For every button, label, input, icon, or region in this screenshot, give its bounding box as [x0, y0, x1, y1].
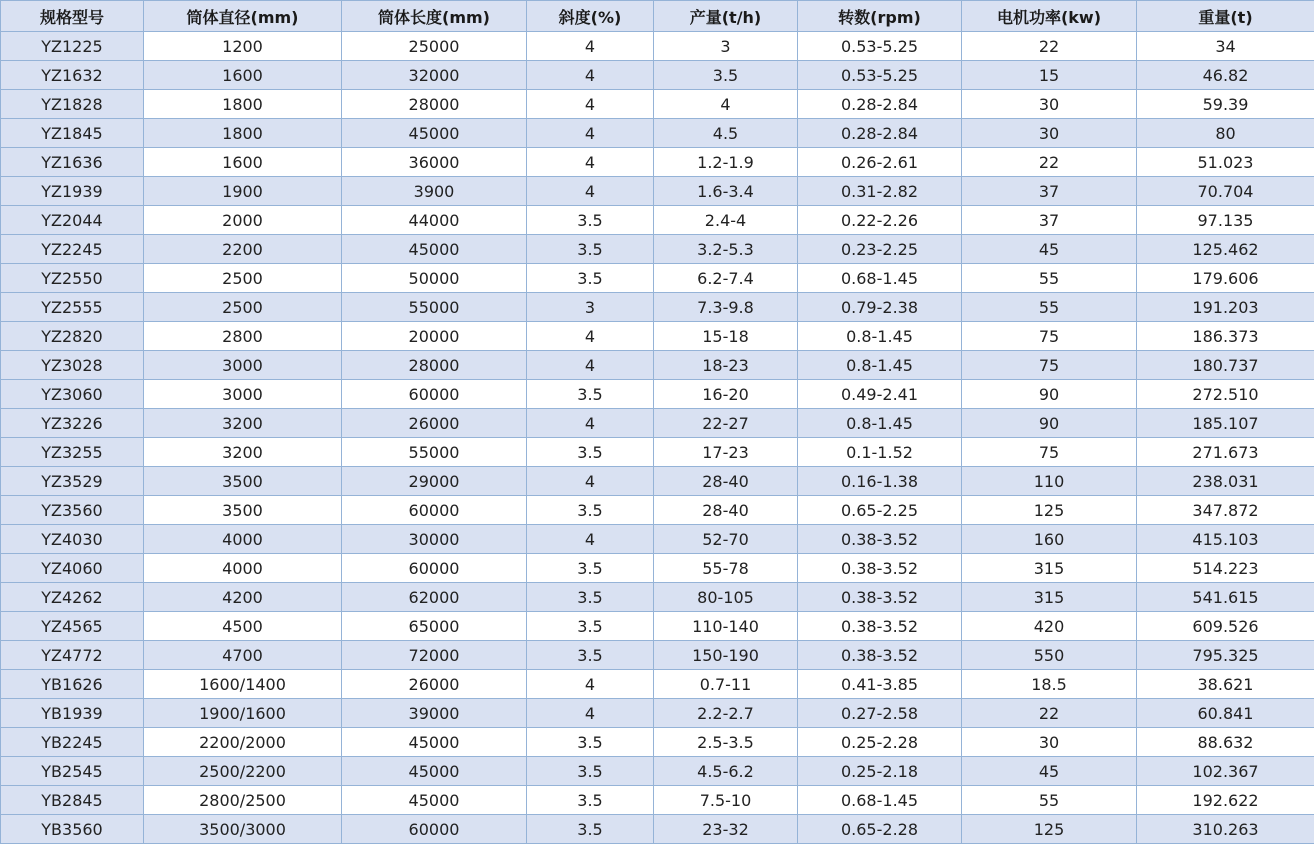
table-row — [1, 119, 1314, 148]
cell-slope: 3.5 — [527, 612, 654, 641]
cell-weight: 180.737 — [1137, 351, 1314, 380]
cell-weight: 60.841 — [1137, 699, 1314, 728]
cell-diameter: 1600 — [144, 148, 342, 177]
cell-motor-power: 30 — [962, 728, 1137, 757]
cell-slope: 3.5 — [527, 438, 654, 467]
header-slope: 斜度(%) — [527, 1, 654, 32]
cell-diameter: 4500 — [144, 612, 342, 641]
cell-diameter: 1600/1400 — [144, 670, 342, 699]
cell-length: 45000 — [342, 786, 527, 815]
cell-slope: 3.5 — [527, 235, 654, 264]
cell-length: 55000 — [342, 438, 527, 467]
header-weight: 重量(t) — [1137, 1, 1314, 32]
cell-speed: 0.53-5.25 — [798, 32, 962, 61]
cell-capacity: 150-190 — [654, 641, 798, 670]
cell-capacity: 3.2-5.3 — [654, 235, 798, 264]
cell-motor-power: 18.5 — [962, 670, 1137, 699]
cell-slope: 3.5 — [527, 757, 654, 786]
cell-motor-power: 160 — [962, 525, 1137, 554]
cell-capacity: 4.5-6.2 — [654, 757, 798, 786]
cell-length: 36000 — [342, 148, 527, 177]
cell-motor-power: 45 — [962, 757, 1137, 786]
cell-weight: 51.023 — [1137, 148, 1314, 177]
table-row — [1, 293, 1314, 322]
cell-motor-power: 315 — [962, 583, 1137, 612]
cell-model: YB1626 — [1, 670, 144, 699]
cell-weight: 185.107 — [1137, 409, 1314, 438]
cell-slope: 3.5 — [527, 496, 654, 525]
cell-slope: 3 — [527, 293, 654, 322]
cell-slope: 3.5 — [527, 583, 654, 612]
cell-weight: 272.510 — [1137, 380, 1314, 409]
table-row — [1, 699, 1314, 728]
cell-motor-power: 90 — [962, 409, 1137, 438]
cell-length: 20000 — [342, 322, 527, 351]
cell-motor-power: 110 — [962, 467, 1137, 496]
table-row — [1, 206, 1314, 235]
cell-speed: 0.38-3.52 — [798, 525, 962, 554]
cell-model: YZ4565 — [1, 612, 144, 641]
cell-slope: 3.5 — [527, 786, 654, 815]
cell-weight: 191.203 — [1137, 293, 1314, 322]
cell-slope: 3.5 — [527, 380, 654, 409]
cell-capacity: 80-105 — [654, 583, 798, 612]
cell-capacity: 4 — [654, 90, 798, 119]
cell-slope: 3.5 — [527, 641, 654, 670]
cell-slope: 3.5 — [527, 554, 654, 583]
cell-capacity: 4.5 — [654, 119, 798, 148]
cell-weight: 514.223 — [1137, 554, 1314, 583]
cell-speed: 0.41-3.85 — [798, 670, 962, 699]
table-row — [1, 496, 1314, 525]
cell-diameter: 3000 — [144, 380, 342, 409]
cell-diameter: 4700 — [144, 641, 342, 670]
cell-model: YZ2820 — [1, 322, 144, 351]
cell-diameter: 3500 — [144, 467, 342, 496]
cell-motor-power: 37 — [962, 177, 1137, 206]
header-capacity: 产量(t/h) — [654, 1, 798, 32]
cell-capacity: 23-32 — [654, 815, 798, 844]
cell-model: YZ4030 — [1, 525, 144, 554]
cell-diameter: 2000 — [144, 206, 342, 235]
cell-model: YB2545 — [1, 757, 144, 786]
cell-weight: 38.621 — [1137, 670, 1314, 699]
cell-weight: 795.325 — [1137, 641, 1314, 670]
cell-capacity: 7.3-9.8 — [654, 293, 798, 322]
header-model: 规格型号 — [1, 1, 144, 32]
table-row — [1, 177, 1314, 206]
cell-diameter: 4000 — [144, 554, 342, 583]
table-row — [1, 786, 1314, 815]
cell-diameter: 1800 — [144, 90, 342, 119]
cell-speed: 0.49-2.41 — [798, 380, 962, 409]
cell-motor-power: 75 — [962, 438, 1137, 467]
cell-length: 39000 — [342, 699, 527, 728]
cell-motor-power: 315 — [962, 554, 1137, 583]
cell-model: YZ1225 — [1, 32, 144, 61]
cell-speed: 0.8-1.45 — [798, 409, 962, 438]
header-diameter: 筒体直径(mm) — [144, 1, 342, 32]
table-body — [1, 32, 1314, 844]
cell-length: 26000 — [342, 670, 527, 699]
cell-diameter: 2500 — [144, 264, 342, 293]
cell-motor-power: 15 — [962, 61, 1137, 90]
cell-model: YB2245 — [1, 728, 144, 757]
cell-slope: 4 — [527, 32, 654, 61]
cell-weight: 59.39 — [1137, 90, 1314, 119]
cell-speed: 0.25-2.18 — [798, 757, 962, 786]
cell-capacity: 2.4-4 — [654, 206, 798, 235]
cell-diameter: 3200 — [144, 438, 342, 467]
table-row — [1, 322, 1314, 351]
cell-speed: 0.65-2.25 — [798, 496, 962, 525]
cell-speed: 0.28-2.84 — [798, 90, 962, 119]
cell-speed: 0.65-2.28 — [798, 815, 962, 844]
cell-capacity: 2.5-3.5 — [654, 728, 798, 757]
cell-speed: 0.25-2.28 — [798, 728, 962, 757]
cell-model: YB1939 — [1, 699, 144, 728]
cell-length: 62000 — [342, 583, 527, 612]
header-length: 筒体长度(mm) — [342, 1, 527, 32]
cell-speed: 0.68-1.45 — [798, 786, 962, 815]
cell-speed: 0.38-3.52 — [798, 554, 962, 583]
cell-capacity: 3.5 — [654, 61, 798, 90]
table-row — [1, 409, 1314, 438]
cell-diameter: 2200/2000 — [144, 728, 342, 757]
cell-slope: 3.5 — [527, 264, 654, 293]
cell-model: YZ2044 — [1, 206, 144, 235]
cell-model: YZ3226 — [1, 409, 144, 438]
cell-diameter: 1900 — [144, 177, 342, 206]
cell-motor-power: 37 — [962, 206, 1137, 235]
cell-model: YZ2555 — [1, 293, 144, 322]
cell-length: 72000 — [342, 641, 527, 670]
cell-model: YZ4262 — [1, 583, 144, 612]
cell-length: 3900 — [342, 177, 527, 206]
cell-slope: 4 — [527, 177, 654, 206]
cell-length: 65000 — [342, 612, 527, 641]
cell-diameter: 3200 — [144, 409, 342, 438]
cell-motor-power: 75 — [962, 351, 1137, 380]
cell-model: YZ1828 — [1, 90, 144, 119]
cell-length: 60000 — [342, 815, 527, 844]
cell-speed: 0.22-2.26 — [798, 206, 962, 235]
cell-motor-power: 45 — [962, 235, 1137, 264]
cell-speed: 0.28-2.84 — [798, 119, 962, 148]
cell-speed: 0.68-1.45 — [798, 264, 962, 293]
cell-speed: 0.31-2.82 — [798, 177, 962, 206]
cell-weight: 310.263 — [1137, 815, 1314, 844]
cell-speed: 0.8-1.45 — [798, 322, 962, 351]
cell-model: YZ3060 — [1, 380, 144, 409]
table-row — [1, 554, 1314, 583]
cell-weight: 192.622 — [1137, 786, 1314, 815]
cell-model: YZ2245 — [1, 235, 144, 264]
cell-length: 29000 — [342, 467, 527, 496]
cell-slope: 4 — [527, 467, 654, 496]
cell-capacity: 52-70 — [654, 525, 798, 554]
cell-capacity: 17-23 — [654, 438, 798, 467]
cell-model: YZ3560 — [1, 496, 144, 525]
cell-slope: 4 — [527, 148, 654, 177]
cell-capacity: 110-140 — [654, 612, 798, 641]
cell-diameter: 3500/3000 — [144, 815, 342, 844]
cell-speed: 0.23-2.25 — [798, 235, 962, 264]
cell-weight: 97.135 — [1137, 206, 1314, 235]
table-row — [1, 728, 1314, 757]
table-row — [1, 148, 1314, 177]
cell-weight: 186.373 — [1137, 322, 1314, 351]
cell-diameter: 2800/2500 — [144, 786, 342, 815]
cell-length: 45000 — [342, 119, 527, 148]
table-header — [1, 1, 1314, 32]
table-row — [1, 641, 1314, 670]
cell-slope: 3.5 — [527, 728, 654, 757]
cell-speed: 0.38-3.52 — [798, 612, 962, 641]
cell-motor-power: 30 — [962, 90, 1137, 119]
cell-length: 45000 — [342, 757, 527, 786]
cell-length: 32000 — [342, 61, 527, 90]
cell-speed: 0.38-3.52 — [798, 641, 962, 670]
cell-speed: 0.16-1.38 — [798, 467, 962, 496]
cell-model: YB3560 — [1, 815, 144, 844]
table-row — [1, 757, 1314, 786]
cell-model: YZ1939 — [1, 177, 144, 206]
cell-model: YZ3255 — [1, 438, 144, 467]
cell-weight: 179.606 — [1137, 264, 1314, 293]
cell-diameter: 4200 — [144, 583, 342, 612]
cell-diameter: 2200 — [144, 235, 342, 264]
cell-model: YZ4772 — [1, 641, 144, 670]
table-row — [1, 815, 1314, 844]
cell-motor-power: 55 — [962, 293, 1137, 322]
cell-model: YZ2550 — [1, 264, 144, 293]
cell-diameter: 1200 — [144, 32, 342, 61]
cell-length: 60000 — [342, 380, 527, 409]
cell-speed: 0.38-3.52 — [798, 583, 962, 612]
cell-capacity: 22-27 — [654, 409, 798, 438]
cell-diameter: 2500/2200 — [144, 757, 342, 786]
table-row — [1, 612, 1314, 641]
cell-model: YB2845 — [1, 786, 144, 815]
cell-motor-power: 420 — [962, 612, 1137, 641]
cell-motor-power: 75 — [962, 322, 1137, 351]
cell-diameter: 2800 — [144, 322, 342, 351]
cell-weight: 125.462 — [1137, 235, 1314, 264]
cell-slope: 4 — [527, 670, 654, 699]
cell-length: 60000 — [342, 496, 527, 525]
cell-diameter: 3000 — [144, 351, 342, 380]
cell-weight: 88.632 — [1137, 728, 1314, 757]
cell-capacity: 18-23 — [654, 351, 798, 380]
cell-capacity: 6.2-7.4 — [654, 264, 798, 293]
header-row — [1, 1, 1314, 32]
cell-length: 44000 — [342, 206, 527, 235]
table-row — [1, 380, 1314, 409]
cell-capacity: 3 — [654, 32, 798, 61]
cell-weight: 415.103 — [1137, 525, 1314, 554]
cell-motor-power: 125 — [962, 815, 1137, 844]
cell-model: YZ1636 — [1, 148, 144, 177]
cell-motor-power: 22 — [962, 148, 1137, 177]
table-row — [1, 32, 1314, 61]
header-motor-power: 电机功率(kw) — [962, 1, 1137, 32]
cell-weight: 46.82 — [1137, 61, 1314, 90]
cell-length: 30000 — [342, 525, 527, 554]
cell-weight: 541.615 — [1137, 583, 1314, 612]
table-row — [1, 438, 1314, 467]
cell-capacity: 28-40 — [654, 467, 798, 496]
cell-slope: 4 — [527, 351, 654, 380]
table-row — [1, 90, 1314, 119]
table-row — [1, 525, 1314, 554]
table-row — [1, 583, 1314, 612]
cell-capacity: 55-78 — [654, 554, 798, 583]
cell-weight: 80 — [1137, 119, 1314, 148]
cell-capacity: 16-20 — [654, 380, 798, 409]
cell-length: 25000 — [342, 32, 527, 61]
cell-model: YZ1845 — [1, 119, 144, 148]
cell-weight: 102.367 — [1137, 757, 1314, 786]
cell-speed: 0.27-2.58 — [798, 699, 962, 728]
cell-capacity: 1.2-1.9 — [654, 148, 798, 177]
cell-length: 45000 — [342, 235, 527, 264]
cell-motor-power: 125 — [962, 496, 1137, 525]
cell-slope: 4 — [527, 525, 654, 554]
cell-slope: 4 — [527, 61, 654, 90]
cell-slope: 4 — [527, 90, 654, 119]
cell-motor-power: 55 — [962, 786, 1137, 815]
cell-model: YZ3529 — [1, 467, 144, 496]
cell-diameter: 3500 — [144, 496, 342, 525]
cell-capacity: 7.5-10 — [654, 786, 798, 815]
cell-slope: 4 — [527, 322, 654, 351]
cell-diameter: 1900/1600 — [144, 699, 342, 728]
cell-speed: 0.8-1.45 — [798, 351, 962, 380]
cell-speed: 0.53-5.25 — [798, 61, 962, 90]
table-row — [1, 670, 1314, 699]
table-row — [1, 467, 1314, 496]
table-row — [1, 264, 1314, 293]
cell-length: 45000 — [342, 728, 527, 757]
cell-slope: 4 — [527, 409, 654, 438]
cell-model: YZ4060 — [1, 554, 144, 583]
cell-diameter: 1800 — [144, 119, 342, 148]
cell-model: YZ3028 — [1, 351, 144, 380]
cell-weight: 609.526 — [1137, 612, 1314, 641]
cell-weight: 238.031 — [1137, 467, 1314, 496]
cell-length: 26000 — [342, 409, 527, 438]
cell-weight: 70.704 — [1137, 177, 1314, 206]
cell-capacity: 2.2-2.7 — [654, 699, 798, 728]
table-row — [1, 351, 1314, 380]
cell-capacity: 15-18 — [654, 322, 798, 351]
cell-capacity: 0.7-11 — [654, 670, 798, 699]
cell-diameter: 2500 — [144, 293, 342, 322]
cell-diameter: 1600 — [144, 61, 342, 90]
cell-slope: 3.5 — [527, 815, 654, 844]
cell-capacity: 28-40 — [654, 496, 798, 525]
table-row — [1, 235, 1314, 264]
cell-motor-power: 22 — [962, 699, 1137, 728]
cell-slope: 4 — [527, 699, 654, 728]
cell-speed: 0.79-2.38 — [798, 293, 962, 322]
table-row — [1, 61, 1314, 90]
cell-length: 55000 — [342, 293, 527, 322]
cell-length: 28000 — [342, 351, 527, 380]
cell-capacity: 1.6-3.4 — [654, 177, 798, 206]
cell-motor-power: 55 — [962, 264, 1137, 293]
cell-speed: 0.26-2.61 — [798, 148, 962, 177]
cell-model: YZ1632 — [1, 61, 144, 90]
cell-speed: 0.1-1.52 — [798, 438, 962, 467]
cell-motor-power: 550 — [962, 641, 1137, 670]
cell-weight: 34 — [1137, 32, 1314, 61]
cell-motor-power: 30 — [962, 119, 1137, 148]
header-speed: 转数(rpm) — [798, 1, 962, 32]
cell-length: 28000 — [342, 90, 527, 119]
cell-length: 50000 — [342, 264, 527, 293]
cell-motor-power: 90 — [962, 380, 1137, 409]
cell-diameter: 4000 — [144, 525, 342, 554]
cell-motor-power: 22 — [962, 32, 1137, 61]
cell-slope: 3.5 — [527, 206, 654, 235]
cell-length: 60000 — [342, 554, 527, 583]
cell-weight: 271.673 — [1137, 438, 1314, 467]
cell-slope: 4 — [527, 119, 654, 148]
cell-weight: 347.872 — [1137, 496, 1314, 525]
